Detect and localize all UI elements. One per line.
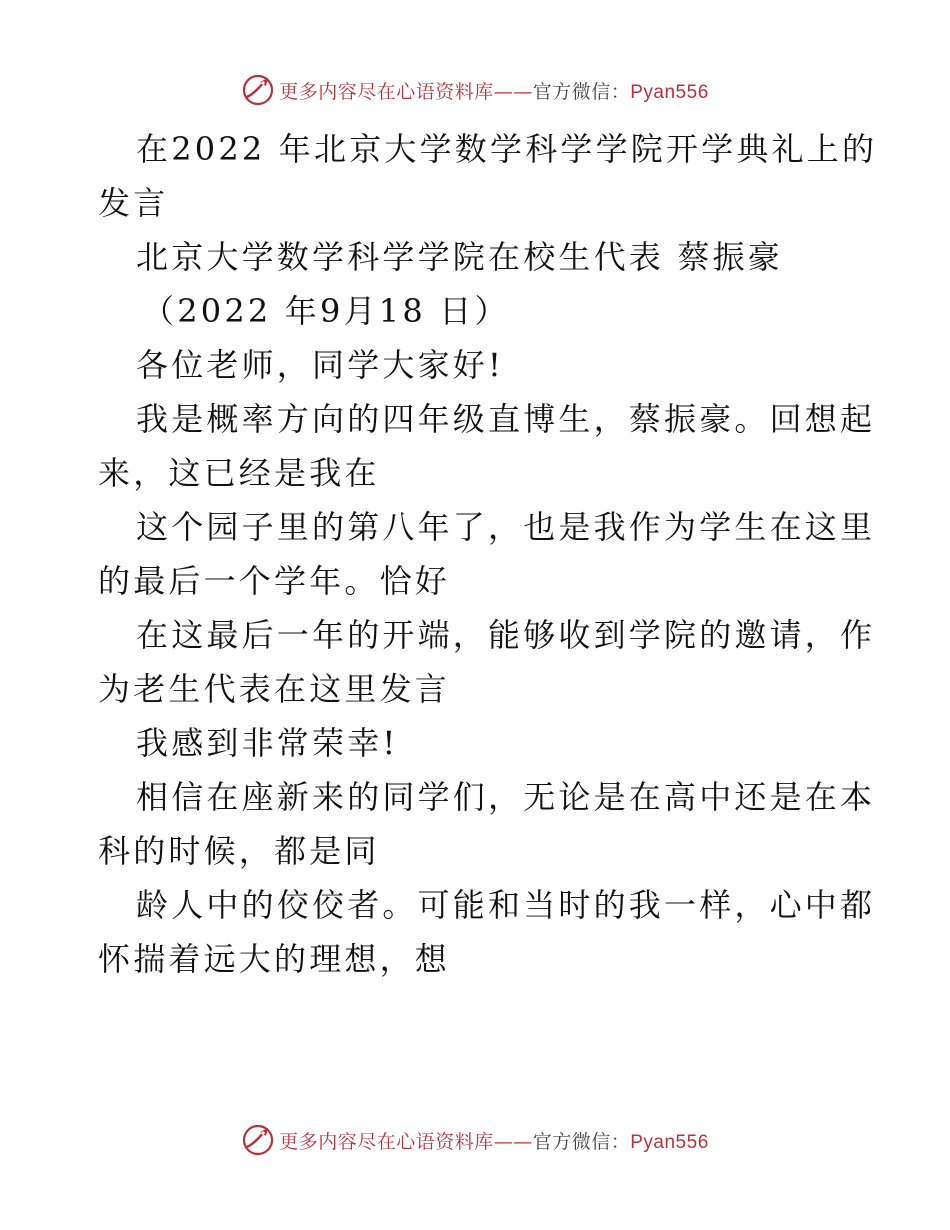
banner-wechat-label: 官方微信：	[532, 1130, 631, 1153]
speech-title-line-1: 在2022 年北京大学数学科学学院开学典礼上的	[136, 130, 878, 168]
paragraph-line: 在这最后一年的开端，能够收到学院的邀请，作	[136, 616, 876, 654]
banner-text	[279, 77, 709, 104]
footer-banner	[0, 1120, 950, 1160]
paragraph-line: 龄人中的佼佼者。可能和当时的我一样，心中都	[136, 886, 876, 924]
paragraph-line: 相信在座新来的同学们，无论是在高中还是在本	[136, 778, 876, 816]
date-line: （2022 年9月18 日）	[142, 292, 510, 330]
paragraph-line: 我是概率方向的四年级直博生，蔡振豪。回想起	[136, 400, 876, 438]
banner-site-text: 更多内容尽在心语资料库	[279, 80, 494, 103]
banner-dash: ——	[493, 1130, 533, 1153]
paragraph-line: 怀揣着远大的理想，想	[98, 940, 451, 978]
pen-nib-logo-icon	[241, 73, 275, 107]
paragraph-line: 这个园子里的第八年了，也是我作为学生在这里	[136, 508, 876, 546]
header-banner	[0, 70, 950, 110]
speaker-line: 北京大学数学科学学院在校生代表 蔡振豪	[136, 238, 783, 276]
paragraph-line: 科的时候，都是同	[98, 832, 380, 870]
paragraph-line: 的最后一个学年。恰好	[98, 562, 451, 600]
greeting-line: 各位老师，同学大家好!	[136, 346, 505, 384]
banner-text	[279, 1127, 709, 1154]
banner-wechat-id: Pyan556	[630, 1131, 709, 1153]
paragraph-line: 我感到非常荣幸!	[136, 724, 399, 762]
pen-nib-logo-icon	[241, 1123, 275, 1157]
speech-title-line-2: 发言	[98, 184, 169, 222]
paragraph-line: 来，这已经是我在	[98, 454, 380, 492]
banner-dash: ——	[493, 80, 533, 103]
banner-wechat-id: Pyan556	[630, 81, 709, 103]
banner-wechat-label: 官方微信：	[532, 80, 631, 103]
document-body	[98, 122, 878, 986]
banner-site-text: 更多内容尽在心语资料库	[279, 1130, 494, 1153]
paragraph-line: 为老生代表在这里发言	[98, 670, 451, 708]
